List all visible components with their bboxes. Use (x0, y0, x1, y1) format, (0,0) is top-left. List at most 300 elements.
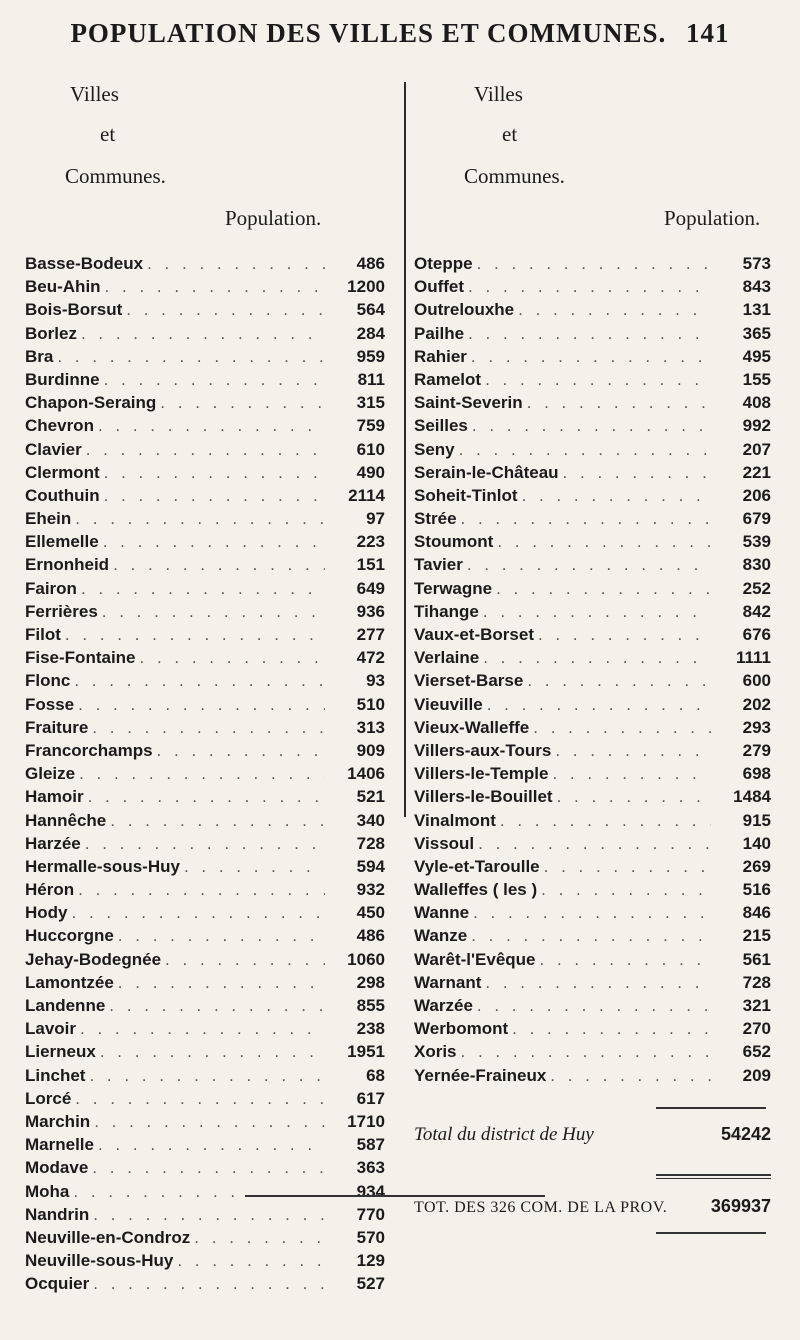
header-et: et (502, 122, 518, 146)
population-value: 811 (357, 369, 385, 389)
commune-name: Villers-le-Temple (414, 764, 549, 784)
list-item (414, 855, 771, 878)
leader-dots (551, 739, 711, 762)
commune-name: Seny (414, 439, 455, 459)
population-value: 238 (356, 1019, 385, 1039)
commune-name: Warêt-l'Evêque (414, 949, 536, 969)
commune-name: Chevron (25, 416, 94, 436)
population-value: 140 (742, 833, 771, 853)
commune-name: Vissoul (414, 833, 475, 853)
list-item (25, 322, 385, 345)
list-item (25, 600, 385, 623)
leader-dots (559, 461, 711, 484)
commune-name: Rahier (414, 346, 467, 366)
list-item (25, 1180, 385, 1203)
population-value: 843 (742, 277, 771, 297)
commune-name: Ellemelle (25, 532, 99, 552)
leader-dots (467, 345, 711, 368)
list-item (25, 716, 385, 739)
list-item (414, 832, 771, 855)
list-item (25, 1133, 385, 1156)
commune-name: Hermalle-sous-Huy (25, 856, 180, 876)
commune-name: Linchet (25, 1065, 86, 1085)
commune-name: Xoris (414, 1042, 457, 1062)
commune-name: Vaux-et-Borset (414, 625, 534, 644)
list-item (414, 414, 771, 437)
commune-name: Pailhe (414, 323, 465, 343)
population-value: 600 (742, 671, 771, 691)
leader-dots (553, 785, 711, 808)
population-value: 252 (742, 578, 771, 598)
leader-dots (88, 716, 325, 739)
commune-name: Walleffes ( les ) (414, 880, 538, 900)
leader-dots (481, 368, 711, 391)
commune-name: Bra (25, 346, 54, 366)
leader-dots (156, 391, 325, 414)
commune-name: Fosse (25, 694, 75, 714)
leader-dots (483, 693, 711, 716)
list-item (25, 1272, 385, 1295)
list-item (25, 901, 385, 924)
list-item (25, 577, 385, 600)
population-value: 770 (356, 1204, 385, 1224)
commune-name: Verlaine (414, 648, 480, 668)
leader-dots (71, 507, 325, 530)
leader-dots (523, 669, 711, 692)
leader-dots (464, 275, 711, 298)
leader-dots (468, 414, 711, 437)
province-total-label: TOT. DES 326 COM. DE LA PROV. (414, 1199, 668, 1216)
list-item (25, 809, 385, 832)
list-item (25, 368, 385, 391)
list-item (414, 809, 771, 832)
commune-name: Ernonheid (25, 555, 110, 575)
list-item (414, 739, 771, 762)
commune-name: Marnelle (25, 1135, 94, 1155)
leader-dots (68, 901, 326, 924)
commune-name: Lorcé (25, 1088, 72, 1108)
list-item (414, 716, 771, 739)
list-item (414, 368, 771, 391)
leader-dots (84, 785, 325, 808)
commune-name: Ocquier (25, 1274, 90, 1294)
commune-name: Fise-Fontaine (25, 648, 136, 668)
leader-dots (492, 577, 711, 600)
list-item (25, 855, 385, 878)
population-value: 129 (356, 1251, 385, 1271)
leader-dots (540, 855, 711, 878)
leader-dots (479, 646, 711, 669)
list-item (414, 507, 771, 530)
leader-dots (474, 832, 711, 855)
population-value: 561 (742, 949, 771, 969)
leader-dots (469, 901, 711, 924)
population-value: 915 (742, 810, 771, 830)
commune-name: Vyle-et-Taroulle (414, 856, 540, 876)
leader-dots (473, 994, 711, 1017)
province-total-row (414, 1196, 771, 1217)
commune-name: Clermont (25, 462, 100, 482)
list-item (414, 484, 771, 507)
commune-name: Gleize (25, 764, 76, 784)
leader-dots (496, 809, 711, 832)
leader-dots (69, 1180, 325, 1203)
population-value: 587 (356, 1135, 385, 1155)
page-title: POPULATION DES VILLES ET COMMUNES. (70, 18, 667, 48)
leader-dots (100, 484, 325, 507)
population-value: 93 (366, 671, 385, 691)
leader-dots (479, 600, 711, 623)
population-value: 151 (356, 555, 385, 575)
population-value: 527 (356, 1274, 385, 1294)
population-value: 676 (742, 625, 771, 644)
header-et: et (100, 122, 116, 146)
commune-name: Soheit-Tinlot (414, 485, 518, 505)
list-item (25, 1087, 385, 1110)
list-item (25, 530, 385, 553)
commune-name: Fraiture (25, 717, 89, 737)
leader-dots (74, 878, 325, 901)
list-item (25, 414, 385, 437)
list-item (414, 461, 771, 484)
list-item (25, 1249, 385, 1272)
commune-name: Lierneux (25, 1042, 96, 1062)
population-value: 842 (742, 601, 771, 621)
list-item (25, 948, 385, 971)
leader-dots (467, 924, 711, 947)
leader-dots (190, 1226, 325, 1249)
population-value: 1406 (347, 764, 385, 784)
commune-name: Huccorgne (25, 926, 114, 946)
commune-name: Landenne (25, 996, 106, 1015)
commune-name: Couthuin (25, 485, 100, 505)
population-value: 284 (356, 323, 385, 343)
list-item (414, 553, 771, 576)
commune-name: Basse-Bodeux (25, 254, 144, 273)
population-value: 1060 (347, 949, 385, 969)
leader-dots (88, 1156, 325, 1179)
commune-name: Flonc (25, 671, 71, 691)
leader-dots (546, 1064, 711, 1087)
leader-dots (514, 298, 711, 321)
commune-name: Wanne (414, 903, 470, 923)
leader-dots (457, 507, 711, 530)
commune-name: Hody (25, 903, 68, 923)
leader-dots (481, 971, 711, 994)
leader-dots (77, 577, 325, 600)
list-item (414, 1040, 771, 1063)
commune-name: Harzée (25, 833, 81, 853)
leader-dots (94, 1133, 325, 1156)
list-item (25, 994, 385, 1017)
leader-dots (98, 600, 325, 623)
list-item (25, 438, 385, 461)
population-value: 340 (356, 810, 385, 830)
population-value: 1484 (733, 787, 771, 807)
list-item (25, 1064, 385, 1087)
left-column (25, 82, 385, 1294)
population-value: 490 (356, 462, 385, 482)
leader-dots (493, 530, 711, 553)
population-value: 728 (356, 833, 385, 853)
list-item (25, 1040, 385, 1063)
list-item (25, 1110, 385, 1133)
province-total-value: 369937 (710, 1196, 771, 1216)
commune-name: Hannêche (25, 810, 107, 830)
leader-dots (161, 948, 325, 971)
page-number: 141 (686, 18, 730, 48)
leader-dots (106, 809, 325, 832)
list-item (414, 785, 771, 808)
list-item (25, 762, 385, 785)
leader-dots (74, 693, 325, 716)
population-value: 363 (356, 1158, 385, 1178)
population-value: 830 (742, 555, 771, 575)
population-value: 521 (356, 787, 385, 807)
leader-dots (85, 1064, 325, 1087)
leader-dots (457, 1040, 711, 1063)
commune-name: Vieux-Walleffe (414, 717, 530, 737)
commune-name: Beu-Ahin (25, 277, 101, 297)
population-value: 215 (742, 926, 771, 946)
list-item (25, 484, 385, 507)
list-item (25, 878, 385, 901)
leader-dots (114, 924, 325, 947)
commune-name: Lamontzée (25, 972, 114, 992)
list-item (414, 345, 771, 368)
leader-dots (71, 1087, 325, 1110)
commune-name: Warzée (414, 996, 473, 1015)
list-item (25, 924, 385, 947)
population-value: 516 (742, 880, 771, 900)
commune-name: Héron (25, 880, 75, 900)
population-value: 909 (356, 740, 385, 760)
commune-name: Neuville-en-Condroz (25, 1227, 191, 1247)
list-item (414, 971, 771, 994)
list-item (414, 275, 771, 298)
commune-name: Ehein (25, 509, 72, 529)
list-item (25, 669, 385, 692)
list-item (414, 298, 771, 321)
commune-name: Werbomont (414, 1019, 509, 1039)
population-value: 202 (742, 694, 771, 714)
leader-dots (76, 1017, 325, 1040)
leader-dots (463, 553, 711, 576)
population-value: 207 (742, 439, 771, 459)
population-value: 1710 (347, 1111, 385, 1131)
population-value: 269 (742, 856, 771, 876)
population-value: 1200 (347, 277, 385, 297)
list-item (25, 693, 385, 716)
leader-dots (534, 623, 711, 646)
leader-dots (464, 322, 711, 345)
leader-dots (105, 994, 325, 1017)
header-population: Population. (664, 206, 761, 230)
population-value: 365 (742, 323, 771, 343)
header-villes: Villes (70, 82, 119, 106)
end-rule (245, 1195, 545, 1197)
leader-dots (523, 391, 711, 414)
list-item (25, 252, 385, 275)
population-value: 934 (356, 1181, 385, 1201)
leader-dots (109, 553, 325, 576)
header-population: Population. (225, 206, 322, 230)
commune-name: Moha (25, 1181, 70, 1201)
commune-name: Tihange (414, 601, 479, 621)
leader-dots (61, 623, 325, 646)
list-item (25, 275, 385, 298)
population-value: 279 (742, 740, 771, 760)
leader-dots (143, 252, 325, 275)
commune-name: Saint-Severin (414, 393, 523, 413)
commune-name: Bois-Borsut (25, 300, 123, 320)
list-item (25, 391, 385, 414)
population-value: 936 (356, 601, 385, 621)
leader-dots (75, 762, 325, 785)
right-column (404, 82, 779, 1216)
district-total-row (414, 1124, 771, 1146)
leader-dots (153, 739, 325, 762)
commune-name: Neuville-sous-Huy (25, 1251, 174, 1271)
leader-dots (180, 855, 325, 878)
list-item (414, 878, 771, 901)
leader-dots (81, 832, 325, 855)
leader-dots (473, 252, 711, 275)
commune-name: Vinalmont (414, 810, 496, 830)
leader-dots (100, 461, 325, 484)
population-value: 486 (356, 926, 385, 946)
population-value: 298 (356, 972, 385, 992)
population-value: 539 (742, 532, 771, 552)
commune-name: Vierset-Barse (414, 671, 524, 691)
list-item (414, 438, 771, 461)
population-value: 1111 (735, 648, 771, 668)
commune-name: Hamoir (25, 787, 84, 807)
list-item (414, 901, 771, 924)
commune-name: Borlez (25, 323, 77, 343)
list-item (414, 600, 771, 623)
population-value: 313 (356, 717, 385, 737)
leader-dots (536, 948, 712, 971)
list-item (414, 623, 771, 646)
commune-name: Jehay-Bodegnée (25, 949, 162, 969)
list-item (414, 948, 771, 971)
commune-name: Chapon-Seraing (25, 393, 157, 413)
leader-dots (89, 1272, 325, 1295)
commune-name: Ferrières (25, 601, 98, 621)
leader-dots (508, 1017, 711, 1040)
list-item (414, 252, 771, 275)
list-item (25, 971, 385, 994)
commune-name: Villers-le-Bouillet (414, 787, 553, 807)
population-value: 846 (742, 903, 771, 923)
commune-name: Francorchamps (25, 740, 153, 760)
population-value: 932 (356, 880, 385, 900)
population-value: 277 (356, 625, 385, 644)
commune-name: Lavoir (25, 1019, 77, 1039)
population-value: 570 (356, 1227, 385, 1247)
population-value: 97 (366, 509, 385, 529)
leader-dots (455, 438, 711, 461)
list-item (414, 577, 771, 600)
population-value: 1951 (347, 1042, 385, 1062)
population-value: 68 (366, 1065, 385, 1085)
list-item (414, 322, 771, 345)
list-item (25, 345, 385, 368)
population-value: 679 (742, 509, 771, 529)
commune-name: Wanze (414, 926, 468, 946)
list-item (414, 762, 771, 785)
population-value: 223 (356, 532, 385, 552)
leader-dots (90, 1110, 325, 1133)
leader-dots (529, 716, 711, 739)
population-value: 450 (356, 903, 385, 923)
population-value: 649 (356, 578, 385, 598)
list-item (25, 1017, 385, 1040)
population-value: 855 (356, 996, 385, 1015)
population-value: 321 (742, 996, 771, 1015)
leader-dots (70, 669, 325, 692)
population-value: 2114 (348, 485, 385, 505)
commune-name: Strée (414, 509, 457, 529)
population-value: 759 (356, 416, 385, 436)
population-value: 206 (742, 485, 771, 505)
leader-dots (96, 1040, 325, 1063)
commune-name: Ouffet (414, 277, 465, 297)
population-value: 221 (742, 462, 771, 482)
population-value: 617 (356, 1088, 385, 1108)
district-total-value: 54242 (720, 1124, 771, 1144)
commune-name: Terwagne (414, 578, 493, 598)
commune-name: Nandrin (25, 1204, 90, 1224)
commune-name: Serain-le-Château (414, 462, 559, 482)
commune-name: Warnant (414, 972, 482, 992)
population-value: 698 (742, 764, 771, 784)
list-item (25, 646, 385, 669)
population-value: 131 (742, 300, 771, 320)
leader-dots (548, 762, 711, 785)
commune-name: Tavier (414, 555, 463, 575)
commune-name: Marchin (25, 1111, 91, 1131)
leader-dots (114, 971, 325, 994)
leader-dots (53, 345, 325, 368)
population-value: 573 (742, 254, 771, 273)
list-item (25, 461, 385, 484)
commune-name: Oteppe (414, 254, 473, 273)
list-item (25, 1203, 385, 1226)
commune-name: Burdinne (25, 369, 100, 389)
population-value: 959 (356, 346, 385, 366)
population-value: 594 (356, 856, 385, 876)
list-item (414, 1017, 771, 1040)
commune-name: Seilles (414, 416, 468, 436)
right-commune-list (414, 252, 771, 1087)
divider-line (656, 1107, 766, 1109)
list-item (25, 832, 385, 855)
population-value: 293 (742, 717, 771, 737)
population-value: 728 (742, 972, 771, 992)
leader-dots (518, 484, 711, 507)
population-value: 564 (356, 300, 385, 320)
leader-dots (100, 368, 325, 391)
commune-name: Outrelouxhe (414, 300, 515, 320)
list-item (25, 623, 385, 646)
commune-name: Villers-aux-Tours (414, 740, 552, 760)
population-value: 510 (356, 694, 385, 714)
list-item (414, 530, 771, 553)
list-item (25, 739, 385, 762)
header-communes: Communes. (464, 164, 565, 188)
